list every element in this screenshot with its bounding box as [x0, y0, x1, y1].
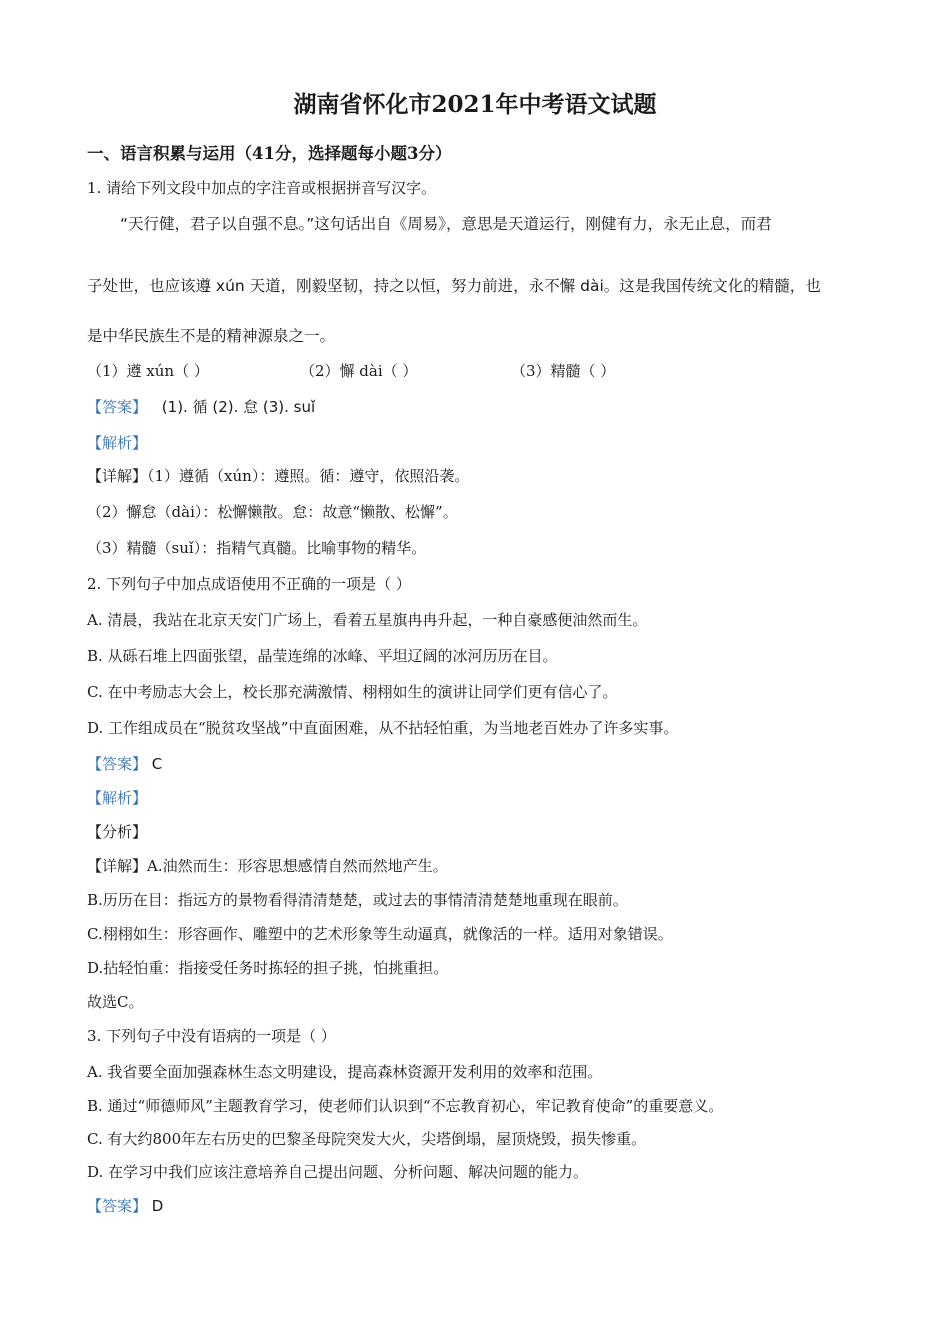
page-title: 湖南省怀化市2021年中考语文试题: [293, 91, 657, 118]
question-1-passage-line-1: “天行健，君子以自强不息。”这句话出自《周易》，意思是天道运行，刚健有力，永无止息，而君: [120, 215, 772, 233]
question-2-option-d: D. 工作组成员在“脱贫攻坚战”中直面困难，从不拈轻怕重，为当地老百姓办了许多实事。: [87, 719, 679, 737]
question-1-detail-3: （3）精髓（suǐ）：指精气真髓。比喻事物的精华。: [87, 539, 427, 557]
question-2-answer: C: [151, 755, 163, 773]
question-2-detail-b: B.历历在目：指远方的景物看得清清楚楚，或过去的事情清清楚楚地重现在眼前。: [87, 891, 628, 909]
question-2-answer-row: [87, 754, 162, 774]
question-3-option-c: C. 有大约800年左右历史的巴黎圣母院突发大火，尖塔倒塌，屋顶烧毁，损失惨重。: [87, 1130, 647, 1148]
question-3-option-d: D. 在学习中我们应该注意培养自己提出问题、分析问题、解决问题的能力。: [87, 1163, 589, 1181]
question-3-option-b: B. 通过“师德师风”主题教育学习，使老师们认识到“不忘教育初心，牢记教育使命”的重要意义。: [87, 1097, 724, 1115]
question-1-answer: (1). 循 (2). 怠 (3). suǐ: [161, 398, 316, 416]
question-2-detail-c: C.栩栩如生：形容画作、雕塑中的艺术形象等生动逼真，就像活的一样。适用对象错误。: [87, 925, 673, 943]
question-2-stem: 2. 下列句子中加点成语使用不正确的一项是（ ）: [87, 575, 411, 593]
question-1-blank-1: （1）遵 xún（ ）: [87, 362, 209, 380]
question-1-blank-3: （3）精髓（ ）: [511, 362, 616, 380]
question-2-detail-d: D.拈轻怕重：指接受任务时拣轻的担子挑，怕挑重担。: [87, 959, 449, 977]
question-3-option-a: A. 我省要全面加强森林生态文明建设，提高森林资源开发利用的效率和范围。: [87, 1063, 603, 1081]
question-3-stem: 3. 下列句子中没有语病的一项是（ ）: [87, 1027, 336, 1045]
question-2-conclusion: 故选C。: [87, 993, 144, 1011]
question-3-answer-row: [87, 1196, 163, 1216]
question-1-analysis-tag: 【解析】: [87, 434, 148, 452]
question-1-blank-2: （2）懈 dài（ ）: [300, 362, 418, 380]
question-1-passage-line-2: 子处世，也应该遵 xún 天道，刚毅坚韧，持之以恒，努力前进，永不懈 dài。这是我国传统文化的精髓，也: [87, 277, 821, 295]
question-1-detail-2: （2）懈怠（dài）：松懈懒散。怠：故意“懒散、松懈”。: [87, 503, 458, 521]
question-3-answer: D: [151, 1197, 164, 1215]
answer-tag: 【答案】: [87, 398, 148, 416]
question-2-option-a: A. 清晨，我站在北京天安门广场上，看着五星旗冉冉升起，一种自豪感便油然而生。: [87, 611, 648, 629]
question-2-option-c: C. 在中考励志大会上，校长那充满激情、栩栩如生的演讲让同学们更有信心了。: [87, 683, 618, 701]
question-2-option-b: B. 从砾石堆上四面张望，晶莹连绵的冰峰、平坦辽阔的冰河历历在目。: [87, 647, 558, 665]
question-2-fenxi: 【分析】: [87, 823, 148, 841]
question-1-stem: 1. 请给下列文段中加点的字注音或根据拼音写汉字。: [87, 179, 437, 197]
question-1-passage-line-3: 是中华民族生不是的精神源泉之一。: [87, 327, 336, 345]
question-1-answer-row: [87, 397, 315, 417]
question-2-analysis-tag: 【解析】: [87, 789, 148, 807]
section-heading: 一、语言积累与运用（41分，选择题每小题3分）: [87, 144, 452, 163]
question-1-detail-1: 【详解】（1）遵循（xún）：遵照。循：遵守，依照沿袭。: [87, 467, 470, 485]
question-2-detail-a: 【详解】A.油然而生：形容思想感情自然而然地产生。: [87, 857, 448, 875]
answer-tag: 【答案】: [87, 1197, 148, 1215]
answer-tag: 【答案】: [87, 755, 148, 773]
